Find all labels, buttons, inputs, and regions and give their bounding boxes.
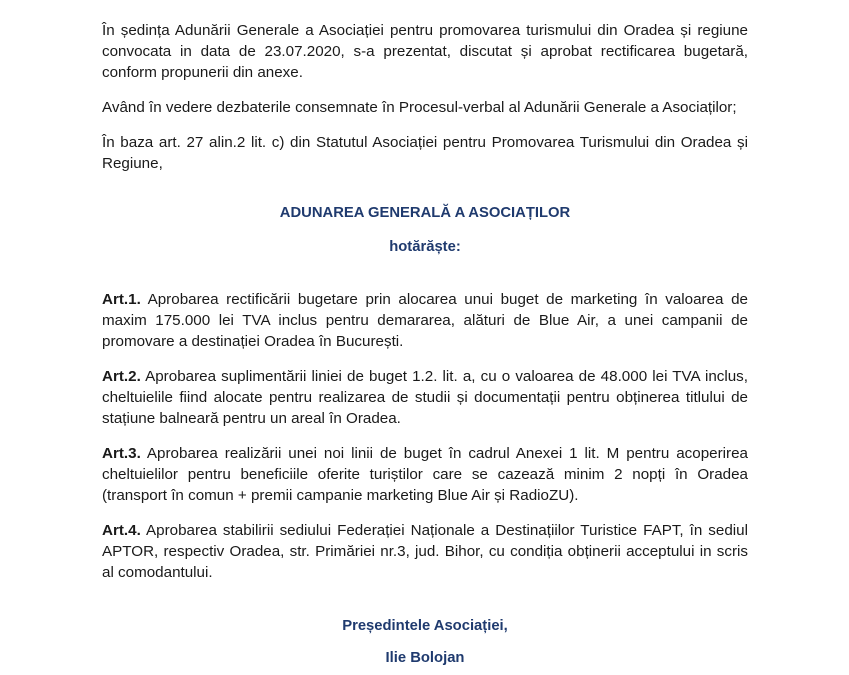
article-3	[102, 443, 748, 506]
intro-paragraph-meeting: În ședința Adunării Generale a Asociației pentru promovarea turismului din Oradea și regiune convocata in data de 23.07.2020, s-a prezentat, discutat și aprobat rectificarea bugetară, conform propunerii din anexe.	[102, 22, 748, 81]
article-label: Art.4.	[102, 522, 141, 539]
article-text: Aprobarea realizării unei noi linii de buget în cadrul Anexei 1 lit. M pentru acoperirea cheltuielilor pentru beneficiile oferite turiștilor care se cazează minim 2 nopți în Oradea (transport în comun + premii campanie marketing Blue Air și RadioZU).	[102, 445, 748, 504]
decides-heading: hotărăște:	[389, 239, 461, 255]
article-2	[102, 366, 748, 429]
intro-paragraph-statute: În baza art. 27 alin.2 lit. c) din Statutul Asociației pentru Promovarea Turismului din Oradea și Regiune,	[102, 134, 748, 172]
signature-name: Ilie Bolojan	[385, 650, 465, 666]
intro-paragraph-debates: Având în vedere dezbaterile consemnate în Procesul-verbal al Adunării Generale a Asociaților;	[102, 99, 737, 116]
document-page	[102, 20, 748, 668]
assembly-heading: ADUNAREA GENERALĂ A ASOCIAȚILOR	[279, 205, 571, 221]
article-label: Art.1.	[102, 291, 141, 308]
article-label: Art.2.	[102, 368, 141, 385]
article-text: Aprobarea suplimentării liniei de buget 1.2. lit. a, cu o valoarea de 48.000 lei TVA inclus, cheltuielile fiind alocate pentru realizarea de studii și documentații pentru obținerea titlului de stațiune balneară pentru un areal în Oradea.	[102, 368, 748, 427]
signature-title: Președintele Asociației,	[342, 618, 508, 634]
article-label: Art.3.	[102, 445, 141, 462]
article-text: Aprobarea stabilirii sediului Federației Naționale a Destinațiilor Turistice FAPT, în sediul APTOR, respectiv Oradea, str. Primăriei nr.3, jud. Bihor, cu condiția obținerii acceptului in scris al comodantului.	[102, 522, 748, 581]
article-1	[102, 289, 748, 352]
article-text: Aprobarea rectificării bugetare prin alocarea unui buget de marketing în valoarea de maxim 175.000 lei TVA inclus pentru demararea, alături de Blue Air, a unei campanii de promovare a destinației Oradea în București.	[102, 291, 749, 350]
article-4	[102, 520, 748, 583]
